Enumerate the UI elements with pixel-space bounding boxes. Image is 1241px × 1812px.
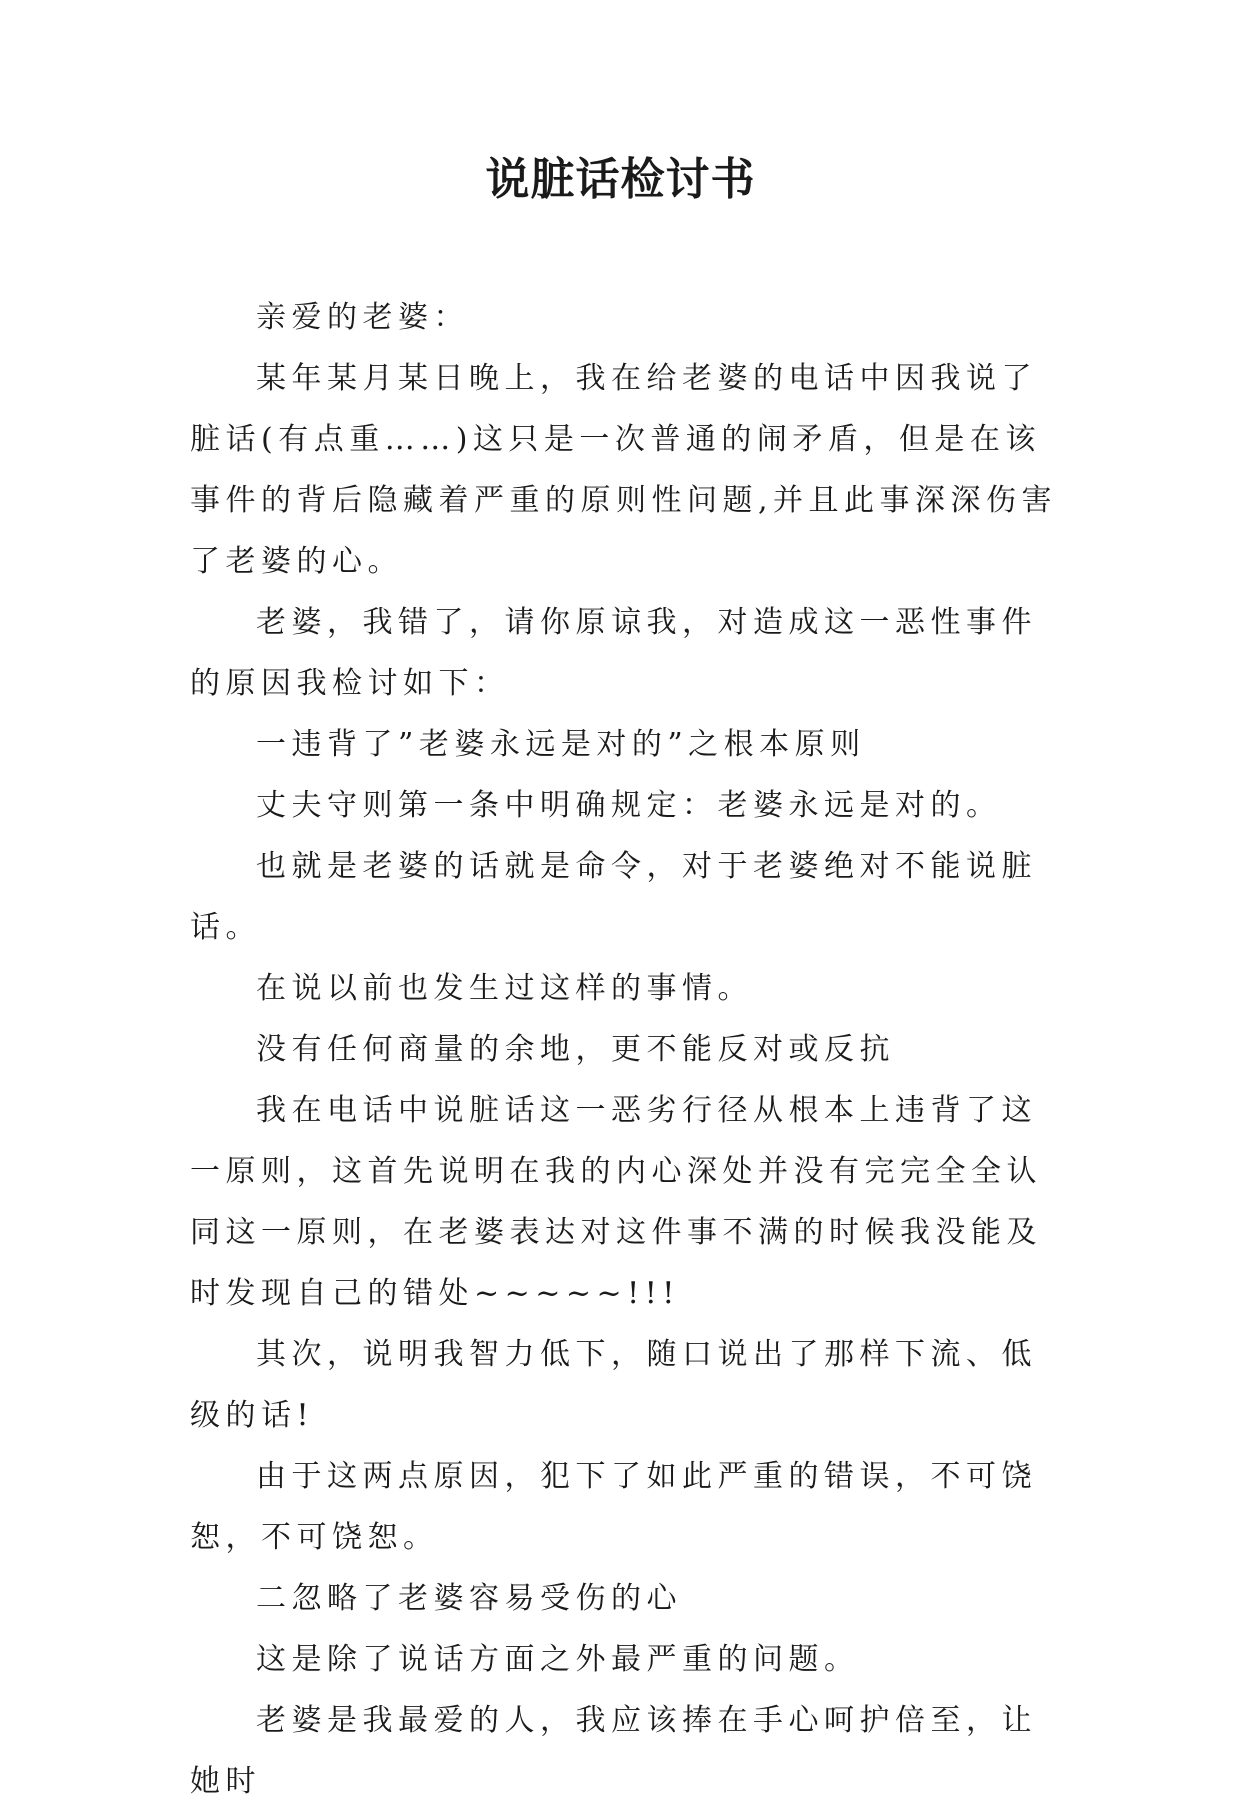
paragraph: 某年某月某日晚上，我在给老婆的电话中因我说了脏话(有点重……)这只是一次普通的闹矛盾，但是在该事件的背后隐藏着严重的原则性问题,并且此事深深伤害了老婆的心。 — [190, 361, 1058, 579]
paragraph: 丈夫守则第一条中明确规定：老婆永远是对的。 — [256, 788, 1002, 823]
paragraph: 我在电话中说脏话这一恶劣行径从根本上违背了这一原则，这首先说明在我的内心深处并没有完完全全认同这一原则，在老婆表达对这件事不满的时候我没能及时发现自己的错处~~~~~!!! — [190, 1093, 1042, 1311]
paragraph: 这是除了说话方面之外最严重的问题。 — [256, 1642, 860, 1677]
paragraph: 没有任何商量的余地，更不能反对或反抗 — [256, 1032, 895, 1067]
salutation: 亲爱的老婆： — [256, 300, 469, 335]
section-heading: 一违背了”老婆永远是对的”之根本原则 — [256, 727, 866, 762]
document-body — [190, 287, 1070, 1812]
paragraph: 其次，说明我智力低下，随口说出了那样下流、低级的话! — [190, 1337, 1037, 1433]
section-heading: 二忽略了老婆容易受伤的心 — [256, 1581, 682, 1616]
paragraph: 老婆，我错了，请你原谅我，对造成这一恶性事件的原因我检讨如下： — [190, 605, 1037, 701]
paragraph: 也就是老婆的话就是命令，对于老婆绝对不能说脏话。 — [190, 849, 1037, 945]
paragraph: 由于这两点原因，犯下了如此严重的错误，不可饶恕，不可饶恕。 — [190, 1459, 1037, 1555]
paragraph: 老婆是我最爱的人，我应该捧在手心呵护倍至，让她时 — [190, 1703, 1037, 1799]
paragraph: 在说以前也发生过这样的事情。 — [256, 971, 753, 1006]
document-title: 说脏话检讨书 — [485, 154, 756, 205]
